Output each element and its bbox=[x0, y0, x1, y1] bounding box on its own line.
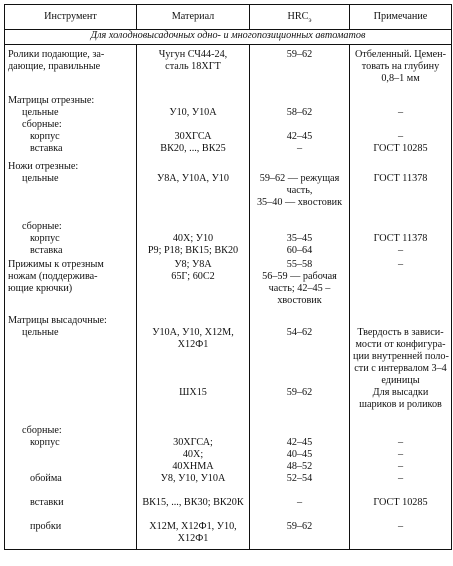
hrc-line bbox=[253, 509, 346, 521]
cell-note bbox=[350, 307, 452, 411]
section-title: Для холодновысадочных одно- и многопозиционных автоматов bbox=[5, 30, 452, 45]
hrc-line bbox=[253, 161, 346, 173]
hrc-line: 35–45 bbox=[286, 233, 313, 244]
tool-line bbox=[8, 185, 133, 197]
hrc-line bbox=[253, 315, 346, 327]
hrc-line: 60–64 bbox=[286, 245, 313, 256]
note-line bbox=[353, 119, 448, 131]
material-line bbox=[140, 351, 246, 363]
cell-material bbox=[137, 307, 250, 411]
hrc-line: 48–52 bbox=[286, 461, 313, 472]
material-line: 40Х; bbox=[182, 449, 204, 460]
hrc-line: 42–45 bbox=[286, 131, 313, 142]
tool-line: пробки bbox=[30, 521, 62, 532]
note-line bbox=[353, 485, 448, 497]
material-line: 40Х; У10 bbox=[172, 233, 214, 244]
note-line: товать на глубину bbox=[361, 61, 440, 72]
tool-line: дающие, правильные bbox=[8, 61, 101, 72]
hrc-line: 54–62 bbox=[286, 327, 313, 338]
note-line: – bbox=[397, 521, 404, 532]
note-line bbox=[353, 185, 448, 197]
note-line bbox=[353, 95, 448, 107]
cell-material bbox=[137, 45, 250, 86]
hrc-line bbox=[253, 485, 346, 497]
material-line: ВК15, ..., ВК30; ВК20К bbox=[142, 497, 244, 508]
hrc-line: 40–45 bbox=[286, 449, 313, 460]
cell-hrc bbox=[250, 257, 350, 307]
tool-line: обойма bbox=[30, 473, 62, 484]
table-header-row bbox=[5, 5, 452, 30]
hrc-line: – bbox=[296, 143, 303, 154]
material-line bbox=[140, 197, 246, 209]
tool-line: сборные: bbox=[22, 221, 62, 232]
note-line: – bbox=[397, 449, 404, 460]
note-line bbox=[353, 509, 448, 521]
material-line: Х12Ф1 bbox=[177, 533, 209, 544]
hrc-line: 59–62 bbox=[286, 49, 313, 60]
hrc-line bbox=[253, 95, 346, 107]
note-line: ГОСТ 10285 bbox=[373, 497, 428, 508]
hrc-line: 56–59 — рабочая bbox=[262, 271, 337, 282]
tool-line bbox=[8, 509, 133, 521]
hrc-line bbox=[253, 221, 346, 233]
tool-line: цельные bbox=[22, 327, 59, 338]
table-body bbox=[5, 45, 452, 550]
hrc-line: 58–62 bbox=[286, 107, 313, 118]
tool-line: Матрицы высадочные: bbox=[8, 315, 107, 326]
tool-line: корпус bbox=[30, 233, 60, 244]
tool-line bbox=[8, 461, 133, 473]
hrc-line: хвостовик bbox=[277, 295, 322, 306]
header-hrc bbox=[250, 5, 350, 30]
tool-line: ющие крючки) bbox=[8, 283, 73, 294]
hrc-line bbox=[253, 119, 346, 131]
material-line: 30ХГСА bbox=[174, 131, 212, 142]
hrc-line: 52–54 bbox=[286, 473, 313, 484]
hrc-line: 59–62 bbox=[286, 521, 313, 532]
hrc-line bbox=[253, 363, 346, 375]
note-line bbox=[353, 315, 448, 327]
note-line: ГОСТ 11378 bbox=[373, 233, 428, 244]
cell-hrc bbox=[250, 45, 350, 86]
material-line: Чугун СЧ44-24, bbox=[158, 49, 228, 60]
note-line: – bbox=[397, 107, 404, 118]
cell-note bbox=[350, 45, 452, 86]
material-line bbox=[140, 315, 246, 327]
hrc-line bbox=[253, 351, 346, 363]
tool-line: Прижимы к отрезным bbox=[8, 259, 104, 270]
table-row bbox=[5, 85, 452, 155]
note-line: сти с интервалом 3–4 bbox=[354, 363, 447, 374]
note-line bbox=[353, 197, 448, 209]
table-row bbox=[5, 155, 452, 257]
hrc-line: 55–58 bbox=[286, 259, 313, 270]
tool-line: сборные: bbox=[22, 425, 62, 436]
header-note: Примечание bbox=[350, 5, 452, 30]
tool-line bbox=[8, 485, 133, 497]
hrc-line: – bbox=[296, 497, 303, 508]
note-line: – bbox=[397, 259, 404, 270]
note-line: Отбеленный. Цемен- bbox=[355, 49, 446, 60]
note-line: ГОСТ 11378 bbox=[373, 173, 428, 184]
note-line: – bbox=[397, 473, 404, 484]
cell-material bbox=[137, 257, 250, 307]
material-line: 65Г; 60С2 bbox=[171, 271, 215, 282]
hrc-line: 59–62 — режущая bbox=[259, 173, 340, 184]
material-line bbox=[140, 485, 246, 497]
note-line bbox=[353, 221, 448, 233]
cell-note bbox=[350, 85, 452, 155]
cell-material bbox=[137, 85, 250, 155]
header-hrc-sub: э bbox=[308, 16, 312, 25]
cell-hrc bbox=[250, 411, 350, 550]
hrc-line bbox=[253, 425, 346, 437]
material-line: Х12Ф1 bbox=[177, 339, 209, 350]
material-line bbox=[140, 161, 246, 173]
material-line: Х12М, Х12Ф1, У10, bbox=[149, 521, 237, 532]
table-row bbox=[5, 45, 452, 86]
cell-hrc bbox=[250, 85, 350, 155]
material-line: 30ХГСА; bbox=[173, 437, 213, 448]
note-line bbox=[353, 425, 448, 437]
cell-tool bbox=[5, 307, 137, 411]
note-line: – bbox=[397, 437, 404, 448]
cell-material bbox=[137, 155, 250, 257]
material-line bbox=[140, 363, 246, 375]
material-line: У8, У10, У10А bbox=[160, 473, 226, 484]
hrc-line: 59–62 bbox=[286, 387, 313, 398]
cell-note bbox=[350, 257, 452, 307]
cell-hrc bbox=[250, 307, 350, 411]
material-line bbox=[140, 209, 246, 221]
tool-line: Ножи отрезные: bbox=[8, 161, 79, 172]
cell-note bbox=[350, 411, 452, 550]
hrc-line: часть, bbox=[286, 185, 313, 196]
note-line bbox=[353, 161, 448, 173]
material-line: 40ХНМА bbox=[172, 461, 214, 472]
cell-hrc bbox=[250, 155, 350, 257]
material-line bbox=[140, 119, 246, 131]
tool-line: вставка bbox=[30, 245, 63, 256]
note-line: 0,8–1 мм bbox=[381, 73, 420, 84]
hrc-line: часть; 42–45 – bbox=[268, 283, 331, 294]
tool-line: Матрицы отрезные: bbox=[8, 95, 95, 106]
note-line: единицы bbox=[381, 375, 420, 386]
material-line bbox=[140, 509, 246, 521]
cell-tool bbox=[5, 411, 137, 550]
header-tool: Инструмент bbox=[5, 5, 137, 30]
note-line: – bbox=[397, 245, 404, 256]
tool-line: корпус bbox=[30, 131, 60, 142]
note-line: Для высадки bbox=[372, 387, 429, 398]
tool-line: вставки bbox=[30, 497, 64, 508]
material-line bbox=[140, 425, 246, 437]
tool-line: цельные bbox=[22, 107, 59, 118]
tool-line bbox=[8, 209, 133, 221]
tool-line: Ролики подающие, за- bbox=[8, 49, 105, 60]
material-line: ШХ15 bbox=[179, 387, 207, 398]
hrc-line: 42–45 bbox=[286, 437, 313, 448]
note-line: Твердость в зависи- bbox=[357, 327, 444, 338]
material-line bbox=[140, 95, 246, 107]
material-line bbox=[140, 221, 246, 233]
hrc-line bbox=[253, 209, 346, 221]
tool-line bbox=[8, 197, 133, 209]
material-line: У8; У8А bbox=[174, 259, 212, 270]
tool-line: вставка bbox=[30, 143, 63, 154]
section-row bbox=[5, 30, 452, 45]
material-line: У10, У10А bbox=[169, 107, 217, 118]
header-material: Материал bbox=[137, 5, 250, 30]
note-line bbox=[353, 209, 448, 221]
tool-material-table bbox=[4, 4, 452, 550]
note-line: – bbox=[397, 131, 404, 142]
note-line: ГОСТ 10285 bbox=[373, 143, 428, 154]
material-line: У10А, У10, Х12М, bbox=[152, 327, 234, 338]
cell-material bbox=[137, 411, 250, 550]
cell-note bbox=[350, 155, 452, 257]
material-line bbox=[140, 185, 246, 197]
hrc-line bbox=[253, 339, 346, 351]
cell-tool bbox=[5, 45, 137, 86]
tool-line: цельные bbox=[22, 173, 59, 184]
material-line bbox=[140, 283, 246, 295]
table-row bbox=[5, 257, 452, 307]
note-line: мости от конфигура- bbox=[355, 339, 446, 350]
note-line: ции внутренней поло- bbox=[353, 351, 449, 362]
tool-line: корпус bbox=[30, 437, 60, 448]
note-line: шариков и роликов bbox=[359, 399, 442, 410]
material-line: У8А, У10А, У10 bbox=[156, 173, 229, 184]
header-hrc-main: HRC bbox=[287, 11, 309, 22]
tool-line: сборные: bbox=[22, 119, 62, 130]
material-line: сталь 18ХГТ bbox=[165, 61, 221, 72]
tool-line bbox=[8, 449, 133, 461]
material-line: ВК20, ..., ВК25 bbox=[160, 143, 226, 154]
tool-line: ножам (поддержива- bbox=[8, 271, 98, 282]
cell-tool bbox=[5, 85, 137, 155]
cell-tool bbox=[5, 155, 137, 257]
table-row bbox=[5, 411, 452, 550]
table-row bbox=[5, 307, 452, 411]
material-line bbox=[140, 375, 246, 387]
cell-tool bbox=[5, 257, 137, 307]
note-line: – bbox=[397, 461, 404, 472]
hrc-line bbox=[253, 375, 346, 387]
material-line: Р9; Р18; ВК15; ВК20 bbox=[147, 245, 239, 256]
hrc-line: 35–40 — хвостовик bbox=[256, 197, 343, 208]
